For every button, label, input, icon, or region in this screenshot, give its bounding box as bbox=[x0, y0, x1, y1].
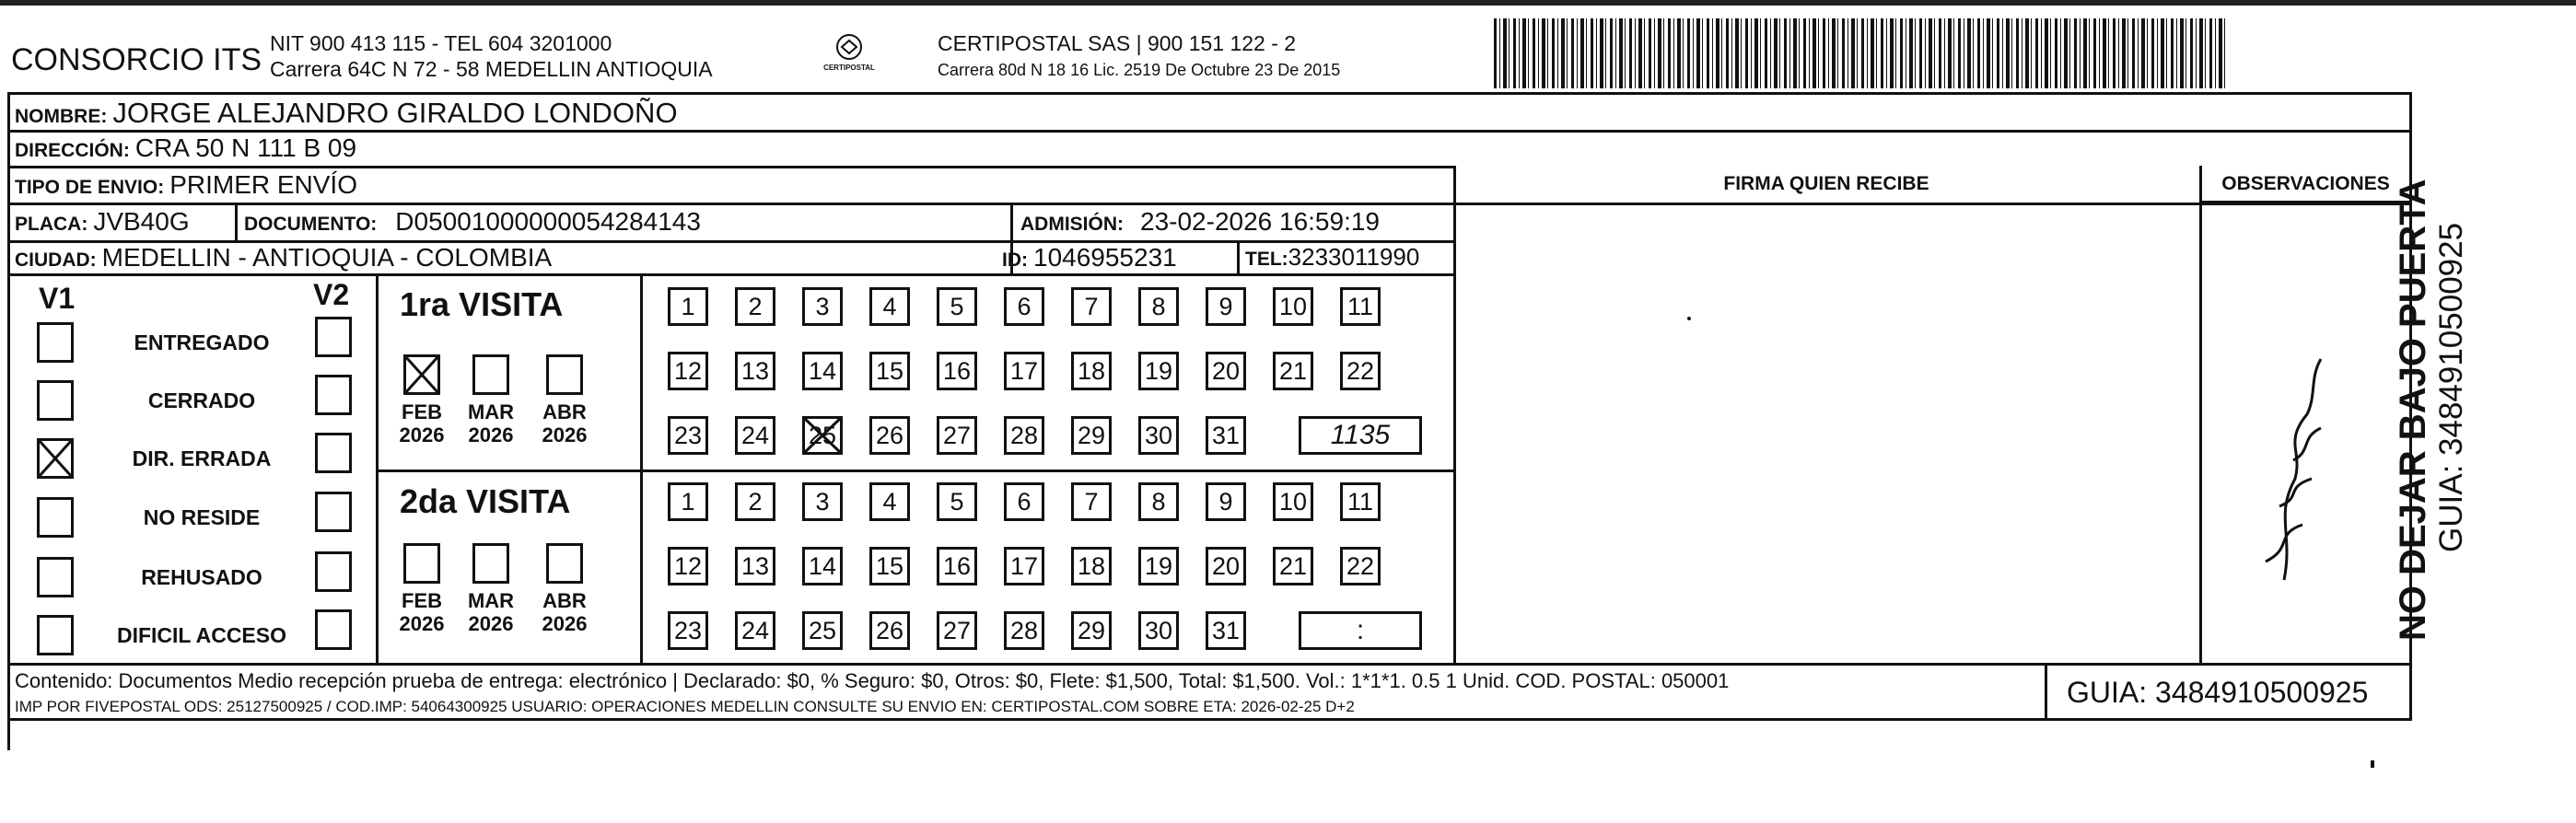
status-v1-checkbox[interactable] bbox=[37, 322, 74, 363]
day-box[interactable]: 22 bbox=[1340, 547, 1381, 585]
day-box[interactable]: 15 bbox=[869, 547, 910, 585]
row-line-5 bbox=[7, 273, 1455, 276]
day-box[interactable]: 16 bbox=[937, 547, 977, 585]
company-address: Carrera 64C N 72 - 58 MEDELLIN ANTIOQUIA bbox=[270, 57, 713, 81]
id-field bbox=[1002, 243, 1177, 272]
check-mark-icon bbox=[403, 354, 440, 395]
placa-label: PLACA: bbox=[15, 214, 88, 235]
day-box[interactable]: 10 bbox=[1273, 287, 1313, 326]
documento-value: D05001000000054284143 bbox=[395, 207, 701, 236]
day-box[interactable]: 5 bbox=[937, 287, 977, 326]
day-box[interactable]: 1 bbox=[668, 287, 708, 326]
day-box[interactable]: 11 bbox=[1340, 287, 1381, 326]
month-label: ABR 2026 bbox=[542, 589, 588, 635]
top-border bbox=[0, 0, 2576, 6]
row-line-2 bbox=[7, 166, 1455, 168]
check-mark-icon bbox=[37, 438, 74, 479]
tel-value: 3233011990 bbox=[1288, 243, 1420, 271]
firma-header: FIRMA QUIEN RECIBE bbox=[1723, 173, 1929, 194]
day-box[interactable]: 10 bbox=[1273, 482, 1313, 521]
day-box[interactable]: 9 bbox=[1206, 482, 1246, 521]
day-box[interactable]: 14 bbox=[802, 547, 843, 585]
tel-label: TEL: bbox=[1245, 249, 1288, 270]
day-box[interactable]: 23 bbox=[668, 611, 708, 650]
v1-label: V1 bbox=[39, 282, 76, 315]
day-box[interactable]: 9 bbox=[1206, 287, 1246, 326]
time-box[interactable]: : bbox=[1299, 611, 1422, 650]
tipo-field bbox=[15, 170, 357, 200]
month-label: ABR 2026 bbox=[542, 400, 588, 446]
divider-visits bbox=[376, 469, 1456, 472]
ink-dot bbox=[1687, 317, 1691, 320]
direccion-value: CRA 50 N 111 B 09 bbox=[134, 133, 357, 162]
documento-label: DOCUMENTO: bbox=[244, 214, 378, 235]
status-label: NO RESIDE bbox=[143, 505, 261, 529]
status-v1-checkbox[interactable] bbox=[37, 380, 74, 421]
ciudad-value: MEDELLIN - ANTIOQUIA - COLOMBIA bbox=[101, 243, 553, 272]
day-box[interactable]: 3 bbox=[802, 287, 843, 326]
nombre-value: JORGE ALEJANDRO GIRALDO LONDOÑO bbox=[112, 97, 678, 129]
day-box[interactable]: 20 bbox=[1206, 547, 1246, 585]
day-box[interactable]: 22 bbox=[1340, 352, 1381, 390]
status-v2-checkbox[interactable] bbox=[315, 551, 352, 592]
day-box[interactable]: 2 bbox=[735, 482, 775, 521]
status-label: DIR. ERRADA bbox=[132, 446, 272, 470]
status-v2-checkbox[interactable] bbox=[315, 433, 352, 473]
day-box[interactable]: 15 bbox=[869, 352, 910, 390]
divider-tel bbox=[1237, 240, 1240, 273]
admision-value: 23-02-2026 16:59:19 bbox=[1140, 207, 1380, 236]
day-box[interactable]: 24 bbox=[735, 416, 775, 455]
id-value: 1046955231 bbox=[1033, 243, 1177, 272]
frame-top bbox=[7, 92, 2412, 95]
day-box[interactable]: 30 bbox=[1138, 416, 1179, 455]
status-v1-checkbox[interactable] bbox=[37, 615, 74, 655]
day-box[interactable]: 26 bbox=[869, 611, 910, 650]
placa-field bbox=[15, 207, 190, 237]
day-box[interactable]: 26 bbox=[869, 416, 910, 455]
day-box[interactable]: 30 bbox=[1138, 611, 1179, 650]
signature-mark bbox=[2229, 350, 2358, 589]
month-label: MAR 2026 bbox=[467, 589, 515, 635]
day-box[interactable]: 3 bbox=[802, 482, 843, 521]
status-label: REHUSADO bbox=[141, 565, 262, 589]
month-checkbox[interactable] bbox=[546, 543, 583, 584]
company-nit: NIT 900 413 115 - TEL 604 3201000 bbox=[270, 31, 612, 55]
status-v1-checkbox[interactable] bbox=[37, 497, 74, 538]
day-box[interactable]: 12 bbox=[668, 352, 708, 390]
month-checkbox[interactable] bbox=[546, 354, 583, 395]
day-box[interactable]: 27 bbox=[937, 611, 977, 650]
status-label: CERRADO bbox=[147, 388, 256, 412]
day-box[interactable]: 8 bbox=[1138, 482, 1179, 521]
frame-left bbox=[7, 92, 10, 750]
tipo-label: TIPO DE ENVIO: bbox=[15, 177, 165, 198]
status-v2-checkbox[interactable] bbox=[315, 375, 352, 415]
day-box[interactable]: 31 bbox=[1206, 611, 1246, 650]
day-box[interactable]: 20 bbox=[1206, 352, 1246, 390]
divider-placa bbox=[235, 203, 238, 240]
day-box[interactable]: 25 bbox=[802, 416, 843, 455]
status-v1-checkbox[interactable] bbox=[37, 438, 74, 479]
company-name: CONSORCIO ITS bbox=[11, 42, 262, 77]
day-box[interactable]: 18 bbox=[1071, 547, 1112, 585]
day-box[interactable]: 16 bbox=[937, 352, 977, 390]
day-box[interactable]: 11 bbox=[1340, 482, 1381, 521]
placa-value: JVB40G bbox=[93, 207, 190, 236]
day-box[interactable]: 13 bbox=[735, 352, 775, 390]
day-box[interactable]: 14 bbox=[802, 352, 843, 390]
day-box[interactable]: 27 bbox=[937, 416, 977, 455]
day-box[interactable]: 13 bbox=[735, 547, 775, 585]
day-box[interactable]: 5 bbox=[937, 482, 977, 521]
month-checkbox[interactable] bbox=[472, 354, 509, 395]
admision-field bbox=[1020, 207, 1380, 237]
direccion-label: DIRECCIÓN: bbox=[15, 140, 130, 161]
month-checkbox[interactable] bbox=[403, 354, 440, 395]
side-guia: GUIA: 3484910500925 bbox=[2433, 222, 2469, 552]
status-label: ENTREGADO bbox=[134, 330, 270, 354]
tipo-value: PRIMER ENVÍO bbox=[169, 170, 357, 199]
day-box[interactable]: 28 bbox=[1004, 611, 1044, 650]
certipostal-info: CERTIPOSTAL SAS | 900 151 122 - 2 bbox=[938, 31, 1297, 55]
frame-bottom bbox=[7, 718, 2412, 721]
day-box[interactable]: 31 bbox=[1206, 416, 1246, 455]
day-box[interactable]: 6 bbox=[1004, 482, 1044, 521]
admision-label: ADMISIÓN: bbox=[1020, 214, 1124, 235]
day-box[interactable]: 1 bbox=[668, 482, 708, 521]
day-box[interactable]: 4 bbox=[869, 287, 910, 326]
row-line-3 bbox=[7, 203, 2412, 205]
tel-field bbox=[1245, 243, 1419, 272]
certipostal-address: Carrera 80d N 18 16 Lic. 2519 De Octubre 23 De 2015 bbox=[938, 61, 1341, 79]
day-strike-icon bbox=[802, 416, 843, 455]
day-box[interactable]: 8 bbox=[1138, 287, 1179, 326]
day-box[interactable]: 6 bbox=[1004, 287, 1044, 326]
day-box[interactable]: 12 bbox=[668, 547, 708, 585]
month-label: FEB 2026 bbox=[399, 589, 445, 635]
day-box[interactable]: 24 bbox=[735, 611, 775, 650]
status-v2-checkbox[interactable] bbox=[315, 492, 352, 532]
status-v1-checkbox[interactable] bbox=[37, 557, 74, 597]
day-box[interactable]: 21 bbox=[1273, 547, 1313, 585]
logo-text: CERTIPOSTAL bbox=[823, 64, 875, 72]
day-box[interactable]: 4 bbox=[869, 482, 910, 521]
month-label: MAR 2026 bbox=[467, 400, 515, 446]
ciudad-label: CIUDAD: bbox=[15, 249, 97, 271]
footer-imp: IMP POR FIVEPOSTAL ODS: 25127500925 / COD.IMP: 54064300925 USUARIO: OPERACIONES MEDELLIN CONSULTE SU ENVIO EN: CERTIPOSTAL.COM SOBRE ETA: 2026-02-25 D+2 bbox=[15, 698, 1355, 715]
visit1-title: 1ra VISITA bbox=[400, 285, 564, 323]
day-box[interactable]: 28 bbox=[1004, 416, 1044, 455]
direccion-field bbox=[15, 133, 356, 163]
status-v2-checkbox[interactable] bbox=[315, 609, 352, 650]
v2-label: V2 bbox=[313, 278, 350, 311]
day-box[interactable]: 19 bbox=[1138, 352, 1179, 390]
divider-observaciones bbox=[2199, 166, 2202, 663]
id-label: ID: bbox=[1002, 249, 1028, 271]
observaciones-underline bbox=[2199, 201, 2412, 203]
month-checkbox[interactable] bbox=[472, 543, 509, 584]
nombre-field bbox=[15, 97, 678, 130]
visit2-title: 2da VISITA bbox=[400, 482, 571, 520]
footer-guia: GUIA: 3484910500925 bbox=[2067, 676, 2369, 709]
day-box[interactable]: 21 bbox=[1273, 352, 1313, 390]
day-box[interactable]: 29 bbox=[1071, 611, 1112, 650]
barcode bbox=[1494, 18, 2227, 88]
certipostal-logo-icon bbox=[829, 33, 869, 61]
day-box[interactable]: 17 bbox=[1004, 547, 1044, 585]
divider-guia bbox=[2045, 663, 2047, 718]
time-box[interactable]: 1135 bbox=[1299, 416, 1422, 455]
day-box[interactable]: 25 bbox=[802, 611, 843, 650]
day-box[interactable]: 7 bbox=[1071, 482, 1112, 521]
day-box[interactable]: 19 bbox=[1138, 547, 1179, 585]
divider-firma bbox=[1453, 166, 1456, 663]
divider-months bbox=[640, 273, 643, 663]
month-checkbox[interactable] bbox=[403, 543, 440, 584]
day-box[interactable]: 18 bbox=[1071, 352, 1112, 390]
nombre-label: NOMBRE: bbox=[15, 106, 108, 127]
day-box[interactable]: 2 bbox=[735, 287, 775, 326]
ciudad-field bbox=[15, 243, 552, 272]
day-box[interactable]: 29 bbox=[1071, 416, 1112, 455]
observaciones-header: OBSERVACIONES bbox=[2221, 173, 2390, 194]
side-warning: NO DEJAR BAJO PUERTA bbox=[2393, 179, 2433, 641]
day-box[interactable]: 7 bbox=[1071, 287, 1112, 326]
day-box[interactable]: 17 bbox=[1004, 352, 1044, 390]
row-line-6 bbox=[7, 663, 2412, 666]
status-v2-checkbox[interactable] bbox=[315, 317, 352, 357]
day-box[interactable]: 23 bbox=[668, 416, 708, 455]
bottom-mark bbox=[2371, 760, 2374, 768]
row-line-1 bbox=[7, 130, 2412, 133]
footer-contenido: Contenido: Documentos Medio recepción prueba de entrega: electrónico | Declarado: $0, % Seguro: $0, Otros: $0, Flete: $1,500, Total: $1,500. Vol.: 1*1*1. 0.5 1 Unid. COD. POSTAL: 050001 bbox=[15, 669, 1730, 692]
documento-field bbox=[244, 207, 701, 237]
status-label: DIFICIL ACCESO bbox=[116, 623, 286, 647]
month-label: FEB 2026 bbox=[399, 400, 445, 446]
certipostal-logo bbox=[812, 33, 886, 81]
divider-status bbox=[376, 273, 379, 663]
